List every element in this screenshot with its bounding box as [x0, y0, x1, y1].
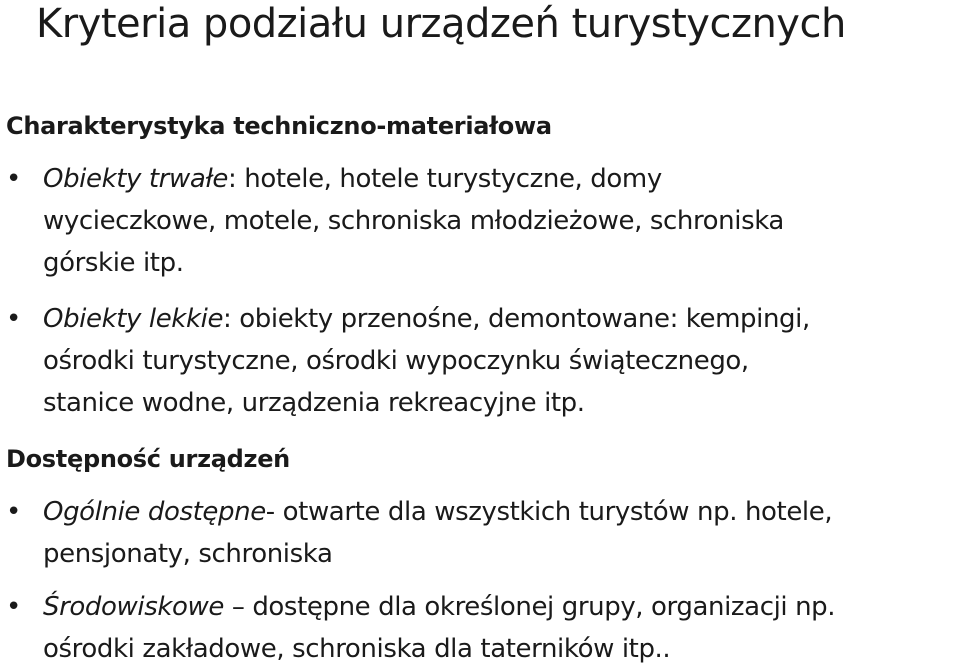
bullet-line: ośrodki zakładowe, schroniska dla taterników itp..: [43, 634, 671, 664]
bullet-line: : hotele, hotele turystyczne, domy: [228, 164, 662, 194]
bullet-dot-icon: •: [6, 164, 22, 194]
slide-title: Kryteria podziału urządzeń turystycznych: [36, 1, 846, 47]
bullet-text: [43, 586, 835, 670]
bullet-line: ośrodki turystyczne, ośrodki wypoczynku świątecznego,: [43, 346, 749, 376]
bullet-line: wycieczkowe, motele, schroniska młodzieżowe, schroniska: [43, 206, 784, 236]
bullet-line: górskie itp.: [43, 248, 184, 278]
section-heading-technical: Charakterystyka techniczno-materiałowa: [6, 112, 552, 140]
bullet-dot-icon: •: [6, 497, 22, 527]
bullet-text: [43, 158, 784, 284]
bullet-line: pensjonaty, schroniska: [43, 539, 333, 569]
bullet-line: – dostępne dla określonej grupy, organizacji np.: [223, 592, 836, 622]
bullet-line: - otwarte dla wszystkich turystów np. hotele,: [265, 497, 833, 527]
bullet-text: [43, 491, 832, 575]
bullet-term: Środowiskowe: [43, 592, 224, 622]
bullet-term: Obiekty trwałe: [43, 164, 229, 194]
bullet-line: : obiekty przenośne, demontowane: kempingi,: [223, 304, 810, 334]
bullet-line: stanice wodne, urządzenia rekreacyjne itp.: [43, 388, 585, 418]
section-heading-accessibility: Dostępność urządzeń: [6, 445, 290, 473]
bullet-term: Obiekty lekkie: [43, 304, 224, 334]
bullet-dot-icon: •: [6, 592, 22, 622]
bullet-term: Ogólnie dostępne: [43, 497, 266, 527]
bullet-text: [43, 298, 810, 424]
bullet-dot-icon: •: [6, 304, 22, 334]
